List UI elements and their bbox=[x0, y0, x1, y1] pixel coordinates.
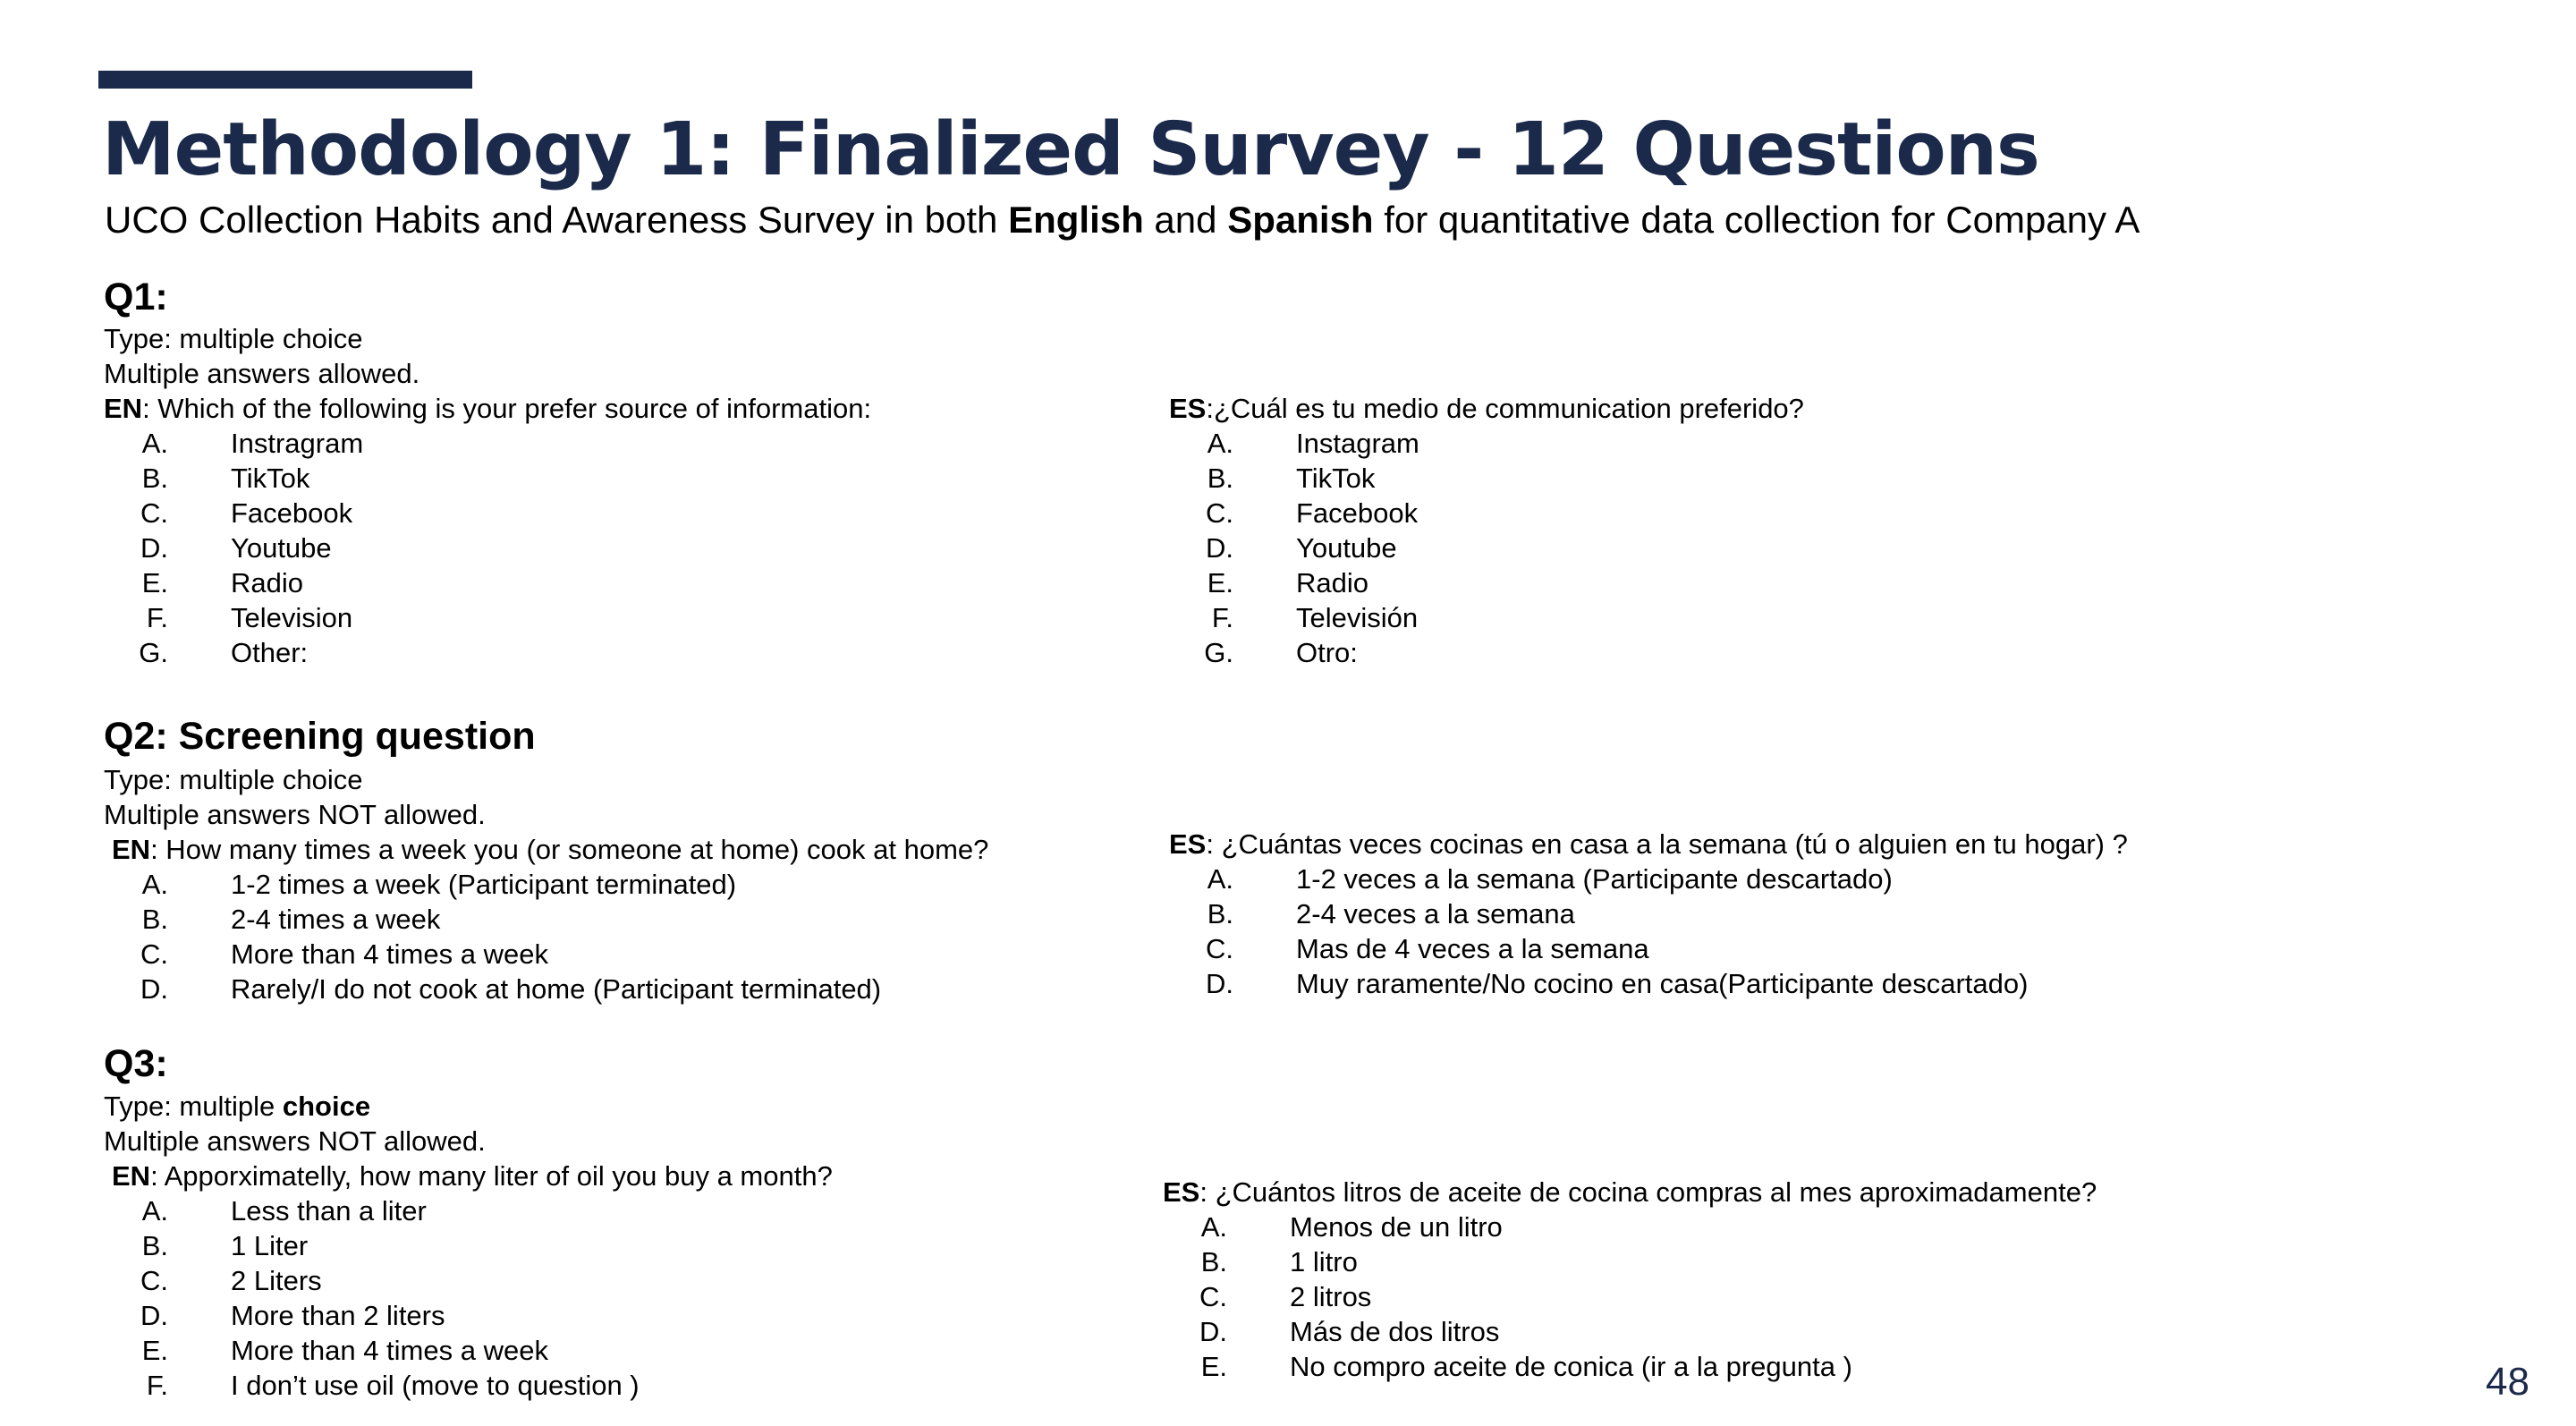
q1-en-options bbox=[104, 426, 363, 670]
option-item bbox=[1169, 862, 2028, 896]
en-label: EN bbox=[104, 393, 143, 424]
slide-subtitle bbox=[105, 197, 2233, 243]
option-item bbox=[1163, 1279, 1852, 1314]
q1-answers-rule: Multiple answers allowed. bbox=[104, 358, 420, 389]
option-text: Instagram bbox=[1296, 428, 1419, 459]
option-text: TikTok bbox=[1296, 463, 1376, 494]
option-letter: C. bbox=[1199, 1281, 1227, 1312]
q1-es-prompt bbox=[1169, 391, 1804, 426]
option-text: 1-2 veces a la semana (Participante descartado) bbox=[1296, 863, 1893, 895]
option-text: 2-4 times a week bbox=[231, 904, 441, 935]
option-text: Mas de 4 veces a la semana bbox=[1296, 933, 1649, 964]
option-item bbox=[1169, 600, 1419, 635]
subtitle-text: UCO Collection Habits and Awareness Survey in both bbox=[105, 199, 1009, 241]
option-letter: A. bbox=[1207, 428, 1233, 459]
option-letter: A. bbox=[141, 1195, 168, 1227]
es-label: ES bbox=[1163, 1176, 1200, 1208]
option-text: No compro aceite de conica (ir a la pregunta ) bbox=[1290, 1351, 1852, 1382]
option-text: 1-2 times a week (Participant terminated) bbox=[231, 869, 737, 900]
option-text: 1 litro bbox=[1290, 1246, 1358, 1277]
option-text: Rarely/I do not cook at home (Participant terminated) bbox=[231, 973, 882, 1005]
option-letter: E. bbox=[1207, 567, 1233, 598]
option-item bbox=[1169, 565, 1419, 600]
option-letter: F. bbox=[146, 602, 168, 633]
option-letter: B. bbox=[141, 1230, 168, 1261]
option-item bbox=[104, 902, 881, 937]
option-text: Facebook bbox=[1296, 497, 1419, 529]
option-item bbox=[104, 496, 363, 531]
option-item bbox=[104, 972, 881, 1006]
option-text: 2-4 veces a la semana bbox=[1296, 898, 1575, 929]
option-letter: C. bbox=[140, 938, 168, 970]
q1-type: Type: multiple choice bbox=[104, 323, 363, 354]
option-text: Instragram bbox=[231, 428, 364, 459]
option-letter: B. bbox=[141, 463, 168, 494]
q2-answers-rule: Multiple answers NOT allowed. bbox=[104, 799, 486, 830]
en-label: EN bbox=[112, 834, 151, 865]
option-item bbox=[104, 426, 363, 461]
option-item bbox=[1163, 1314, 1852, 1349]
option-letter: D. bbox=[1206, 532, 1233, 564]
option-text: More than 4 times a week bbox=[231, 1335, 548, 1366]
q2-en-prompt bbox=[112, 832, 988, 867]
option-item bbox=[104, 635, 363, 670]
subtitle-english: English bbox=[1008, 199, 1144, 241]
option-item bbox=[1163, 1349, 1852, 1384]
q3-type-bold: choice bbox=[282, 1091, 371, 1122]
q1-heading: Q1: bbox=[104, 276, 168, 318]
option-item bbox=[104, 461, 363, 496]
option-text: Menos de un litro bbox=[1290, 1211, 1503, 1243]
option-letter: G. bbox=[1204, 637, 1233, 668]
title-accent-bar bbox=[98, 71, 472, 89]
option-letter: D. bbox=[140, 973, 168, 1005]
option-letter: B. bbox=[1207, 463, 1233, 494]
option-item bbox=[1169, 426, 1419, 461]
option-item bbox=[104, 1368, 640, 1403]
q2-es-options bbox=[1169, 862, 2028, 1001]
option-item bbox=[104, 1298, 640, 1333]
option-item bbox=[1163, 1244, 1852, 1279]
option-item bbox=[1169, 461, 1419, 496]
q2-type: Type: multiple choice bbox=[104, 764, 363, 795]
option-letter: D. bbox=[1199, 1316, 1227, 1347]
option-item bbox=[1169, 635, 1419, 670]
option-letter: C. bbox=[140, 497, 168, 529]
q3-es-options bbox=[1163, 1210, 1852, 1384]
option-letter: D. bbox=[1206, 968, 1233, 999]
option-letter: G. bbox=[139, 637, 168, 668]
option-item bbox=[104, 1263, 640, 1298]
option-text: Less than a liter bbox=[231, 1195, 427, 1227]
slide-title: Methodology 1: Finalized Survey - 12 Questions bbox=[102, 107, 2039, 192]
option-letter: A. bbox=[141, 428, 168, 459]
option-letter: E. bbox=[141, 1335, 168, 1366]
option-letter: A. bbox=[1207, 863, 1233, 895]
option-letter: B. bbox=[1200, 1246, 1227, 1277]
option-item bbox=[1169, 931, 2028, 966]
q1-es-text: :¿Cuál es tu medio de communication preferido? bbox=[1206, 393, 1804, 424]
q1-es-options bbox=[1169, 426, 1419, 670]
q3-answers-rule: Multiple answers NOT allowed. bbox=[104, 1125, 486, 1157]
option-letter: A. bbox=[141, 869, 168, 900]
option-letter: C. bbox=[1206, 497, 1233, 529]
q3-es-text: : ¿Cuántos litros de aceite de cocina compras al mes aproximadamente? bbox=[1199, 1176, 2097, 1208]
option-text: Muy raramente/No cocino en casa(Participante descartado) bbox=[1296, 968, 2029, 999]
option-text: Más de dos litros bbox=[1290, 1316, 1500, 1347]
option-text: Facebook bbox=[231, 497, 353, 529]
option-item bbox=[104, 867, 881, 902]
option-text: Radio bbox=[231, 567, 303, 598]
option-text: Radio bbox=[1296, 567, 1368, 598]
option-letter: F. bbox=[146, 1370, 168, 1401]
option-letter: E. bbox=[141, 567, 168, 598]
q3-en-options bbox=[104, 1193, 640, 1403]
q3-heading: Q3: bbox=[104, 1042, 168, 1085]
q3-type bbox=[104, 1089, 370, 1124]
q2-en-text: : How many times a week you (or someone at home) cook at home? bbox=[150, 834, 989, 865]
q3-en-text: : Apporximatelly, how many liter of oil you buy a month? bbox=[150, 1160, 833, 1192]
option-letter: B. bbox=[141, 904, 168, 935]
option-item bbox=[104, 1193, 640, 1228]
option-letter: D. bbox=[140, 1300, 168, 1331]
option-text: Otro: bbox=[1296, 637, 1358, 668]
option-item bbox=[104, 1333, 640, 1368]
option-item bbox=[104, 937, 881, 972]
q1-en-text: : Which of the following is your prefer source of information: bbox=[142, 393, 872, 424]
option-letter: C. bbox=[140, 1265, 168, 1296]
q1-en-prompt bbox=[104, 391, 871, 426]
q3-type-text: Type: multiple bbox=[104, 1091, 283, 1122]
option-item bbox=[1169, 531, 1419, 565]
subtitle-text: for quantitative data collection for Company A bbox=[1373, 199, 2140, 241]
q2-en-options bbox=[104, 867, 881, 1006]
option-text: Television bbox=[231, 602, 353, 633]
option-text: More than 4 times a week bbox=[231, 938, 548, 970]
subtitle-text: and bbox=[1143, 199, 1228, 241]
page-number: 48 bbox=[2486, 1360, 2529, 1404]
option-item bbox=[104, 531, 363, 565]
option-item bbox=[1169, 966, 2028, 1001]
option-letter: C. bbox=[1206, 933, 1233, 964]
option-item bbox=[1169, 496, 1419, 531]
option-item bbox=[1163, 1210, 1852, 1244]
option-item bbox=[104, 600, 363, 635]
es-label: ES bbox=[1169, 828, 1207, 860]
option-letter: F. bbox=[1211, 602, 1233, 633]
es-label: ES bbox=[1169, 393, 1207, 424]
option-letter: A. bbox=[1200, 1211, 1227, 1243]
option-item bbox=[1169, 896, 2028, 931]
option-text: I don’t use oil (move to question ) bbox=[231, 1370, 640, 1401]
subtitle-spanish: Spanish bbox=[1227, 199, 1374, 241]
option-text: 2 litros bbox=[1290, 1281, 1372, 1312]
option-text: 2 Liters bbox=[231, 1265, 322, 1296]
option-text: Youtube bbox=[1296, 532, 1397, 564]
q2-heading: Q2: Screening question bbox=[104, 715, 536, 758]
option-text: Other: bbox=[231, 637, 309, 668]
q2-es-prompt bbox=[1169, 827, 2128, 862]
option-letter: B. bbox=[1207, 898, 1233, 929]
option-text: Youtube bbox=[231, 532, 332, 564]
option-item bbox=[104, 565, 363, 600]
option-item bbox=[104, 1228, 640, 1263]
q3-es-prompt bbox=[1163, 1175, 2097, 1210]
option-text: Televisión bbox=[1296, 602, 1419, 633]
option-text: More than 2 liters bbox=[231, 1300, 445, 1331]
q2-es-text: : ¿Cuántas veces cocinas en casa a la semana (tú o alguien en tu hogar) ? bbox=[1206, 828, 2128, 860]
q3-en-prompt bbox=[112, 1159, 833, 1193]
en-label: EN bbox=[112, 1160, 151, 1192]
option-text: 1 Liter bbox=[231, 1230, 309, 1261]
option-letter: D. bbox=[140, 532, 168, 564]
option-text: TikTok bbox=[231, 463, 310, 494]
option-letter: E. bbox=[1200, 1351, 1227, 1382]
